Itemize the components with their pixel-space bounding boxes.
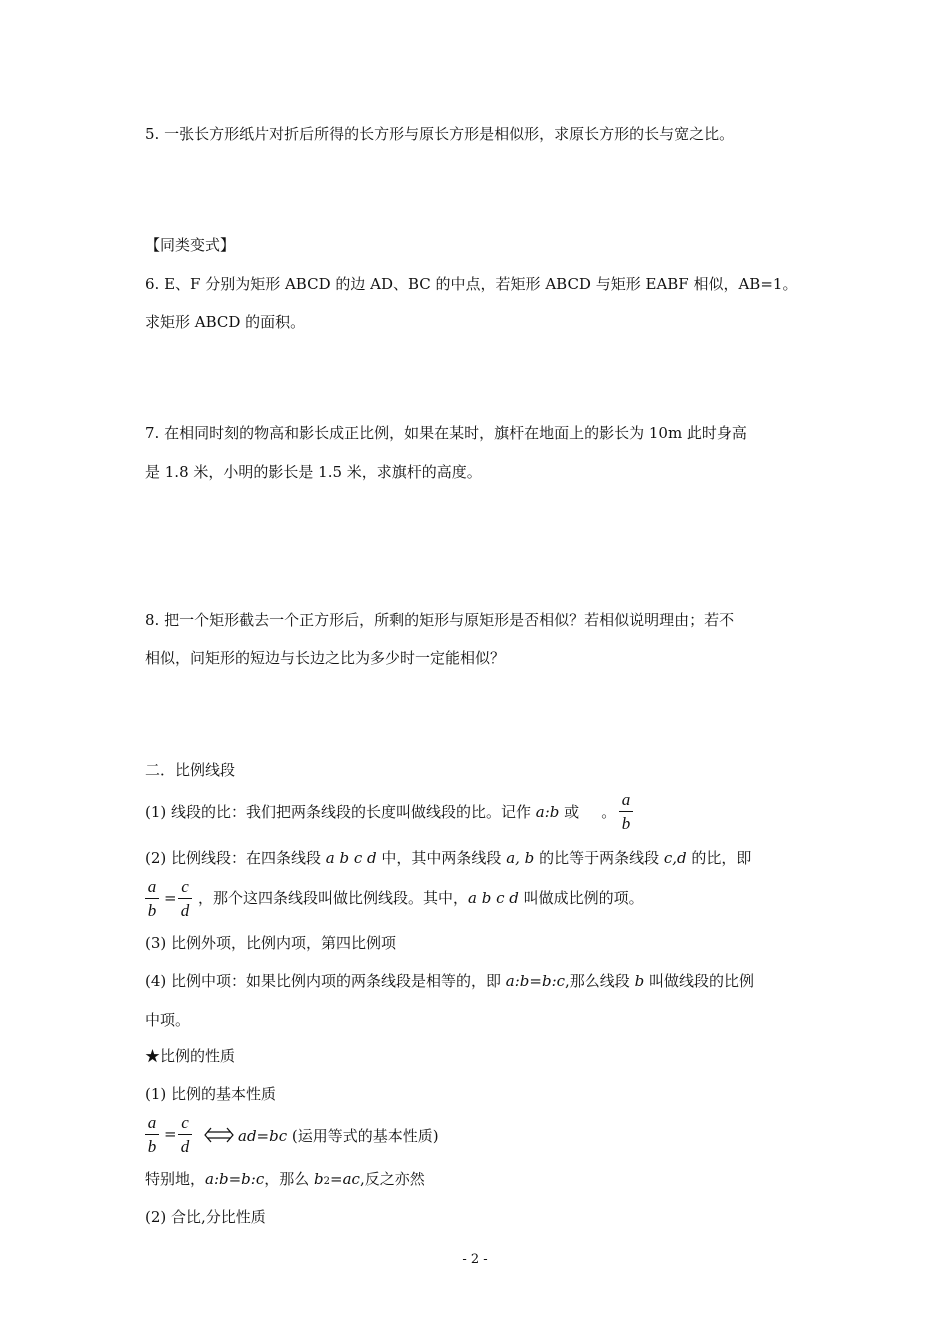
mean-proportional-line-2: 中项。 bbox=[145, 1011, 191, 1029]
fraction-bar bbox=[145, 1134, 159, 1135]
special-text-1: 特别地， bbox=[145, 1170, 206, 1188]
proportional-segments-line-2 bbox=[198, 888, 644, 908]
special-text-2: ，那么 bbox=[264, 1170, 315, 1188]
p2-text-2: 中，其中两条线段 bbox=[376, 849, 507, 867]
question-5: 5. 一张长方形纸片对折后所得的长方形与原长方形是相似形，求原长方形的长与宽之比。 bbox=[145, 125, 735, 143]
p4-text-1: (4) 比例中项：如果比例内项的两条线段是相等的，即 bbox=[145, 972, 506, 990]
p4-b: b bbox=[634, 972, 645, 990]
special-case bbox=[145, 1169, 425, 1192]
p2-cd: c,d bbox=[663, 849, 687, 867]
special-text-3: ,反之亦然 bbox=[359, 1170, 425, 1188]
equals-sign: = bbox=[164, 889, 177, 907]
p2b-text-1: ，那个这四条线段叫做比例线段。其中， bbox=[198, 889, 469, 907]
p2b-text-2: 叫做成比例的项。 bbox=[518, 889, 644, 907]
ratio-notation: a:b bbox=[535, 803, 560, 821]
question-6-line-2: 求矩形 ABCD 的面积。 bbox=[145, 313, 306, 331]
p2-ab: a, b bbox=[506, 849, 535, 867]
fraction-denominator: b bbox=[621, 814, 631, 833]
proportional-segments-line-1 bbox=[145, 848, 751, 868]
proportion-terms: (3) 比例外项，比例内项，第四比例项 bbox=[145, 934, 397, 952]
p2b-abcd: a b c d bbox=[468, 889, 519, 907]
equals-sign-2: = bbox=[164, 1125, 177, 1143]
ratio-end: 。 bbox=[601, 803, 617, 821]
p4-eq: a:b=b:c bbox=[505, 972, 566, 990]
p2-text-4: 的比，即 bbox=[686, 849, 752, 867]
question-8-line-2: 相似，问矩形的短边与长边之比为多少时一定能相似？ bbox=[145, 649, 506, 667]
fraction-bar bbox=[145, 898, 159, 899]
special-b: b bbox=[314, 1170, 324, 1188]
question-6-line-1: 6. E、F 分别为矩形 ABCD 的边 AD、BC 的中点，若矩形 ABCD 与矩形 EABF 相似，AB=1。 bbox=[145, 275, 798, 293]
question-8-line-1: 8. 把一个矩形截去一个正方形后，所剩的矩形与原矩形是否相似？若相似说明理由；若不 bbox=[145, 611, 735, 629]
mean-proportional-line-1 bbox=[145, 971, 754, 991]
question-7-line-1: 7. 在相同时刻的物高和影长成正比例，如果在某时，旗杆在地面上的影长为 10m 此时身高 bbox=[145, 424, 747, 442]
fraction-a-over-b bbox=[619, 790, 633, 834]
fraction-numerator: a bbox=[147, 877, 157, 896]
fraction-denominator: b bbox=[147, 1137, 157, 1156]
fraction-a-over-b-3 bbox=[145, 1113, 159, 1157]
compound-ratio-property: (2) 合比,分比性质 bbox=[145, 1208, 266, 1226]
properties-heading: ★比例的性质 bbox=[145, 1047, 236, 1065]
fraction-denominator: d bbox=[180, 901, 190, 920]
basic-property-result bbox=[238, 1126, 439, 1146]
p2-text-3: 的比等于两条线段 bbox=[534, 849, 664, 867]
fraction-a-over-b-2 bbox=[145, 877, 159, 921]
fraction-bar bbox=[619, 811, 633, 812]
section-heading: 二．比例线段 bbox=[145, 761, 236, 779]
basic-property-title: (1) 比例的基本性质 bbox=[145, 1085, 277, 1103]
fraction-numerator: c bbox=[181, 877, 189, 896]
ratio-definition bbox=[145, 802, 616, 822]
question-7-line-2: 是 1.8 米，小明的影长是 1.5 米，求旗杆的高度。 bbox=[145, 463, 482, 481]
special-ac: =ac bbox=[330, 1170, 360, 1188]
p4-text-3: 叫做线段的比例 bbox=[644, 972, 754, 990]
page-number: - 2 - bbox=[462, 1252, 488, 1267]
fraction-numerator: a bbox=[621, 790, 631, 809]
fraction-denominator: d bbox=[180, 1137, 190, 1156]
fraction-denominator: b bbox=[147, 901, 157, 920]
ratio-definition-text: (1) 线段的比：我们把两条线段的长度叫做线段的比。记作 bbox=[145, 803, 536, 821]
ratio-or: 或 bbox=[559, 803, 580, 821]
fraction-bar bbox=[178, 1134, 192, 1135]
fraction-c-over-d-2 bbox=[178, 1113, 192, 1157]
fraction-c-over-d bbox=[178, 877, 192, 921]
fraction-numerator: a bbox=[147, 1113, 157, 1132]
p2-text-1: (2) 比例线段：在四条线段 bbox=[145, 849, 326, 867]
special-exp: 2 bbox=[323, 1176, 331, 1187]
ad-equals-bc: ad=bc bbox=[238, 1127, 288, 1145]
double-arrow-icon bbox=[203, 1126, 235, 1144]
variant-heading: 【同类变式】 bbox=[145, 236, 236, 254]
p4-text-2: ,那么线段 bbox=[565, 972, 635, 990]
basic-property-note: (运用等式的基本性质) bbox=[287, 1127, 439, 1145]
fraction-bar bbox=[178, 898, 192, 899]
special-eq: a:b=b:c bbox=[205, 1170, 265, 1188]
fraction-numerator: c bbox=[181, 1113, 189, 1132]
p2-abcd: a b c d bbox=[325, 849, 377, 867]
